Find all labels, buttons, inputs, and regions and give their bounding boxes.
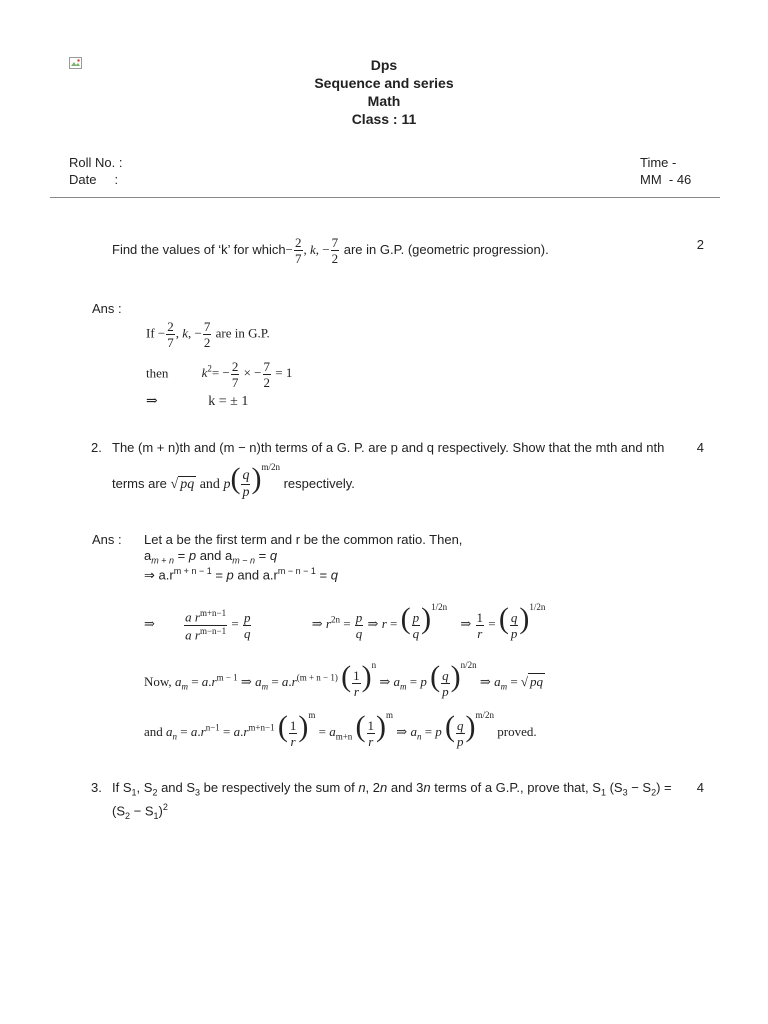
q1-fraction-1: $\frac{2}{7}$ [295, 235, 302, 266]
q1-answer-line-1: If − $\frac{2}{7}$ , k, − $\frac{7}{2}$ are in G.P. [146, 319, 270, 350]
q3-marks: 4 [696, 780, 704, 795]
q1-answer-line-3: ⇒ k = ± 1 [146, 394, 249, 409]
q1-answer-line-2: then $k^2=$ − $\frac{2}{7}$ × − $\frac{7}{2}$ = 1 [146, 359, 293, 390]
time-label: Time - [640, 155, 677, 170]
date-label: Date : [69, 172, 119, 187]
q2-text-line-2: terms are √ pq and p( $\frac{q}{p}$ )$^{m/2n}$ respectively. [112, 462, 355, 501]
q2-number: 2. [91, 440, 102, 455]
q2-derivation-row-3: and $a_n = a.r^{n-1} = a.r^{m+n-1}$ ( $\frac{1}{r}$ )$^m = a_{m+n}$ ( $\frac{1}{r}$ )$^m$ ⇒ $a_n = p$ ( $\frac{q}{p}$ )$^{m/2n}$ proved. [144, 710, 537, 749]
q3-text-line-2: $(S_2 - S_1)^2$ [112, 802, 168, 821]
school-name: Dps [370, 57, 398, 73]
q2-text: The (m + n)th and (m − n)th terms of a G. P. are p and q respectively. Show that the mth and nth [112, 440, 665, 455]
question-1: Find the values of ‘k’ for which− $\frac{2}{7}$ , k, − $\frac{7}{2}$ are in G.P. (geometric progression). [112, 235, 549, 266]
q2-derivation-row-1: ⇒ $\frac{a r^{m+n-1}}{a r^{m-n-1}}$ = $\frac{p}{q}$ ⇒ $r^{2n}$ = $\frac{p}{q}$ ⇒ r = ( $\frac{p}{q}$ )$^{1/2n}$ ⇒ $\frac{1}{r}$ = ( $\frac{q}{p}$ )$^{1/2n}$ [144, 602, 546, 642]
q1-text-after: are in G.P. (geometric progression). [343, 241, 549, 257]
q1-text-before: Find the values of ‘k’ for which [112, 241, 286, 257]
class-label: Class : 11 [351, 111, 417, 127]
q3-text: If $S_1$, $S_2$ and $S_3$ be respectively the sum of n, 2n and 3n terms of a G.P., prove that, $S_1$ $(S_3 - S_2)$ = [112, 780, 672, 798]
q2-answer-line-1: Let a be the first term and r be the common ratio. Then, [144, 532, 463, 547]
max-marks-label: MM - 46 [640, 172, 692, 187]
header-divider [50, 197, 720, 198]
q2-ans-label: Ans : [92, 532, 122, 547]
q1-ans-label: Ans : [92, 301, 122, 316]
q2-marks: 4 [696, 440, 704, 455]
q3-number: 3. [91, 780, 102, 795]
q1-marks: 2 [696, 237, 704, 252]
chapter-title: Sequence and series [314, 75, 454, 91]
q1-fraction-2: $\frac{7}{2}$ [331, 235, 339, 266]
q2-answer-line-2: $a_{m + n} = p$ and $a_{m - n} = q$ [144, 548, 278, 566]
q2-answer-line-3: ⇒ $a.r^{m + n - 1} = p$ and $a.r^{m - n - 1} = q$ [144, 566, 338, 583]
subject-title: Math [367, 93, 401, 109]
roll-no-label: Roll No. : [69, 155, 123, 170]
q2-derivation-row-2: Now, $a_m = a.r^{m - 1}$ ⇒ $a_m = a.r^{(m + n - 1)}$ ( $\frac{1}{r}$ )$^n$ ⇒ $a_m = p$ ( $\frac{q}{p}$ )$^{n/2n}$ ⇒ $a_m$ = √ pq [144, 660, 544, 699]
